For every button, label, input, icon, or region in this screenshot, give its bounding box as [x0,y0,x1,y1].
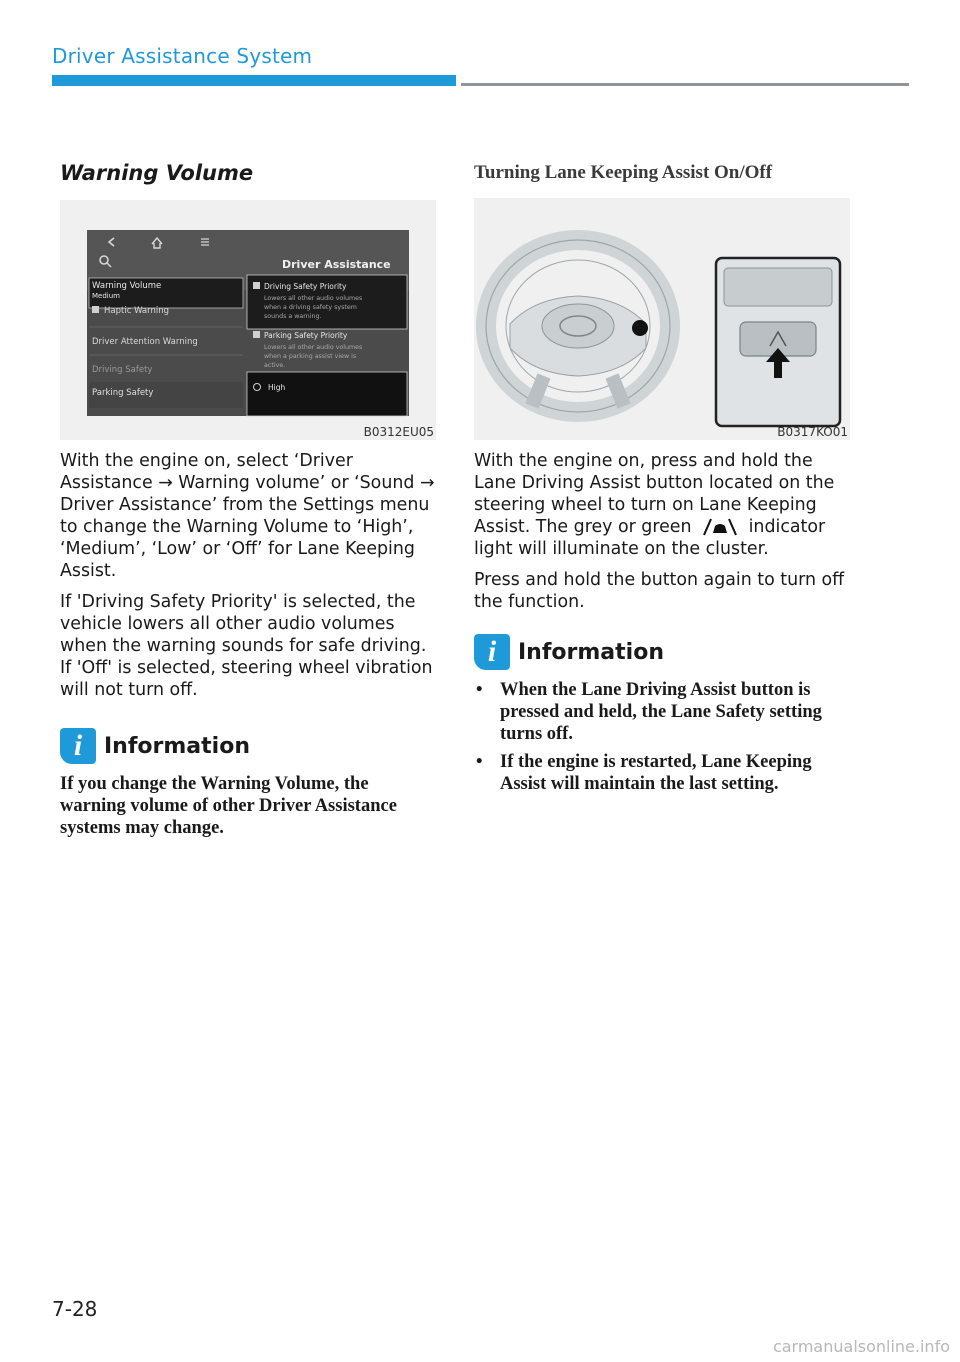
menu-warning-volume: Warning Volume [92,281,162,291]
information-title: Information [104,733,250,759]
page-number: 7-28 [52,1297,98,1321]
header-rule [461,83,909,86]
svg-text:when a parking assist view is: when a parking assist view is [264,353,357,360]
information-text: If you change the Warning Volume, the warning volume of other Driver Assistance systems may change. [60,774,397,838]
section-header-title: Driver Assistance System [52,44,313,68]
paragraph: With the engine on, select ‘Driver Assistance → Warning volume’ or ‘Sound → Driver Assistance’ from the Settings menu to change the Warning Volume to ‘High’, ‘Medium’, ‘Low’ or ‘Off’ for Lane Keeping Assist. [60,451,435,581]
information-box-heading [474,633,850,671]
menu-driver-attention: Driver Attention Warning [92,337,198,347]
svg-text:sounds a warning.: sounds a warning. [264,313,322,320]
information-title: Information [518,639,664,665]
menu-haptic-warning: Haptic Warning [104,306,170,316]
lane-keeping-indicator-icon [701,517,739,537]
info-icon: i [474,634,510,670]
info-icon: i [60,728,96,764]
paragraph: If 'Driving Safety Priority' is selected, the vehicle lowers all other audio volumes when the warning sounds for safe driving. If 'Off' is selected, steering wheel vibration will not turn off. [60,592,433,700]
screen-title: Driver Assistance [282,258,391,271]
svg-text:Lowers all other audio volumes: Lowers all other audio volumes [264,344,363,351]
right-column [474,158,850,801]
information-box-heading [60,727,436,765]
svg-text:when a driving safety system: when a driving safety system [264,304,357,311]
menu-driving-safety: Driving Safety [92,365,153,375]
paragraph: Press and hold the button again to turn off the function. [474,570,845,612]
svg-text:active.: active. [264,362,286,369]
watermark: carmanualsonline.info [772,1337,950,1356]
steering-wheel-illustration [474,198,850,440]
menu-parking-safety: Parking Safety [92,388,154,398]
figure-steering-wheel [474,198,850,440]
option-driving-safety-priority: Driving Safety Priority [264,282,347,291]
paragraph: With the engine on, press and hold the Lane Driving Assist button located on the steering wheel to turn on Lane Keeping Assist. The grey or green indicator light will illuminate on the cluster. [474,451,835,559]
warning-volume-heading: Warning Volume [60,161,254,185]
option-high: High [268,383,286,392]
list-item: • If the engine is restarted, Lane Keeping Assist will maintain the last setting. [474,751,850,795]
header-accent-bar [52,75,456,86]
figure-warning-volume-screen [60,200,436,440]
figure-code: B0317KO01 [777,425,848,439]
list-item: • When the Lane Driving Assist button is pressed and held, the Lane Safety setting turns off. [474,679,850,745]
figure-code: B0312EU05 [363,425,434,439]
lane-driving-assist-button [632,320,648,336]
option-parking-safety-priority: Parking Safety Priority [264,331,348,340]
information-bullet-list [474,679,850,795]
left-column [60,158,436,839]
left-body-text [60,450,436,701]
lane-keeping-heading: Turning Lane Keeping Assist On/Off [474,162,773,183]
right-body-text [474,450,850,613]
settings-screen-illustration [60,200,436,440]
svg-text:Lowers all other audio volumes: Lowers all other audio volumes [264,295,363,302]
menu-warning-volume-value: Medium [92,292,120,300]
